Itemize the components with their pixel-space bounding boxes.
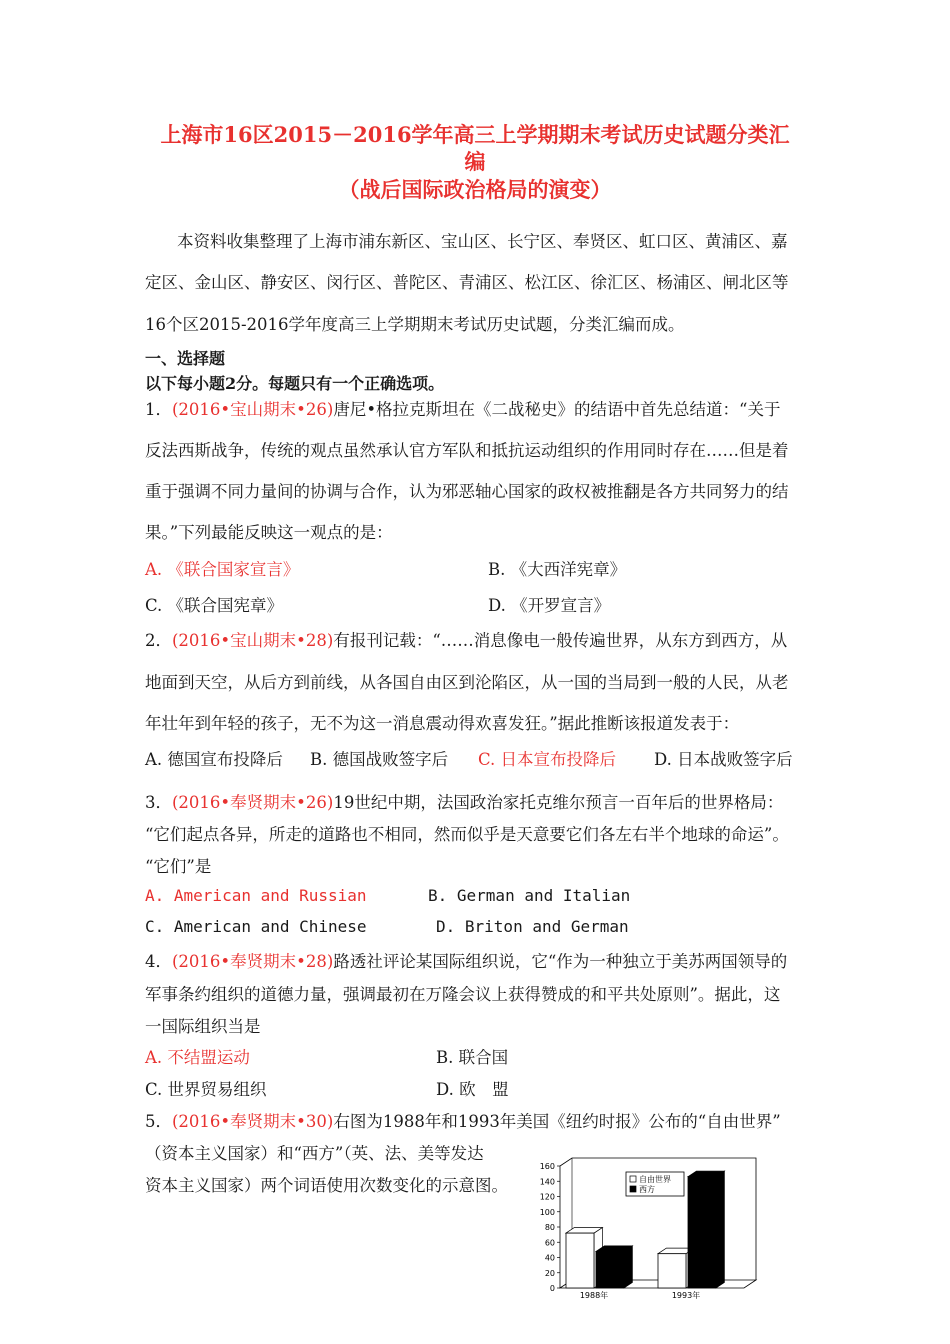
question-source: (2016•奉贤期末•26) xyxy=(172,793,334,812)
x-axis-category-label: 1988年 xyxy=(579,1291,609,1300)
question-4-option-d: D. 欧 盟 xyxy=(436,1080,509,1099)
question-source: (2016•宝山期末•28) xyxy=(172,631,334,650)
question-3-option-b: B. German and Italian xyxy=(428,886,631,905)
question-4-option-c: C. 世界贸易组织 xyxy=(145,1080,267,1099)
question-text: 19世纪中期，法国政治家托克维尔预言一百年后的世界格局： xyxy=(333,793,784,812)
word-usage-bar-chart xyxy=(530,1148,792,1300)
question-1-line-3: 重于强调不同力量间的协调与合作，认为邪恶轴心国家的政权被推翻是各方共同努力的结 xyxy=(145,482,789,501)
question-1-option-d: D. 《开罗宣言》 xyxy=(488,596,611,615)
question-5-first-line xyxy=(145,1108,781,1132)
question-source: (2016•奉贤期末•30) xyxy=(172,1112,334,1131)
question-3-option-a: A. American and Russian xyxy=(145,886,367,905)
question-text: 唐尼•格拉克斯坦在《二战秘史》的结语中首先总结道：“关于 xyxy=(333,400,781,419)
question-2-option-c: C. 日本宣布投降后 xyxy=(478,750,617,769)
question-3-option-c: C. American and Chinese xyxy=(145,917,367,936)
y-axis-tick-label: 160 xyxy=(539,1162,555,1171)
question-4-option-a: A. 不结盟运动 xyxy=(145,1048,250,1067)
section-instruction: 以下每小题2分。每题只有一个正确选项。 xyxy=(145,374,445,393)
question-number: 2． xyxy=(145,631,172,650)
question-2-option-a: A. 德国宣布投降后 xyxy=(145,750,283,769)
page-title-line-2: 编 xyxy=(464,149,486,174)
legend-label: 自由世界 xyxy=(639,1175,671,1184)
question-number: 1． xyxy=(145,400,172,419)
section-heading: 一、选择题 xyxy=(145,349,226,368)
bar-自由世界 xyxy=(658,1254,686,1288)
question-text: 右图为1988年和1993年美国《纽约时报》公布的“自由世界” xyxy=(333,1112,781,1131)
legend-swatch xyxy=(630,1186,636,1192)
y-axis-tick-label: 40 xyxy=(544,1253,555,1263)
question-text: 路透社评论某国际组织说，它“作为一种独立于美苏两国领导的 xyxy=(333,952,788,971)
question-4-first-line xyxy=(145,948,787,972)
question-number: 4． xyxy=(145,952,172,971)
bar-自由世界 xyxy=(566,1233,594,1288)
question-1-line-2: 反法西斯战争，传统的观点虽然承认官方军队和抵抗运动组织的作用同时存在……但是着 xyxy=(145,441,789,460)
x-axis-category-label: 1993年 xyxy=(671,1291,701,1300)
question-2-line-2: 地面到天空，从后方到前线，从各国自由区到沦陷区，从一国的当局到一般的人民，从老 xyxy=(145,673,789,692)
question-1-option-c: C. 《联合国宪章》 xyxy=(145,596,284,615)
y-axis-tick-label: 60 xyxy=(544,1238,555,1248)
bar-side xyxy=(624,1246,632,1288)
question-source: (2016•奉贤期末•28) xyxy=(172,952,334,971)
question-number: 5． xyxy=(145,1112,172,1131)
question-2-line-3: 年壮年到年轻的孩子，无不为这一消息震动得欢喜发狂。”据此推断该报道发表于： xyxy=(145,714,740,733)
question-4-line-3: 一国际组织当是 xyxy=(145,1017,261,1036)
question-3-line-3: “它们”是 xyxy=(145,857,212,876)
question-1-option-a: A. 《联合国家宣言》 xyxy=(145,560,300,579)
y-axis-tick-label: 140 xyxy=(539,1177,555,1187)
intro-line-3: 16个区2015-2016学年度高三上学期期末考试历史试题，分类汇编而成。 xyxy=(145,315,685,334)
question-1-first-line xyxy=(145,396,781,420)
question-1-option-b: B. 《大西洋宪章》 xyxy=(488,560,627,579)
page-subtitle: （战后国际政治格局的演变） xyxy=(338,177,612,202)
question-1-line-4: 果。”下列最能反映这一观点的是： xyxy=(145,523,393,542)
page-title-line-1: 上海市16区2015－2016学年高三上学期期末考试历史试题分类汇 xyxy=(160,122,790,147)
bar-side xyxy=(716,1171,724,1288)
y-axis-tick-label: 0 xyxy=(549,1284,555,1293)
bar-西方 xyxy=(596,1251,624,1288)
bar-西方 xyxy=(688,1177,716,1288)
question-2-option-d: D. 日本战败签字后 xyxy=(654,750,793,769)
question-text: 有报刊记载：“……消息像电一般传遍世界，从东方到西方，从 xyxy=(333,631,788,650)
question-source: (2016•宝山期末•26) xyxy=(172,400,334,419)
y-axis-tick-label: 20 xyxy=(544,1268,555,1278)
question-3-line-2: “它们起点各异，所走的道路也不相同，然而似乎是天意要它们各左右半个地球的命运”。 xyxy=(145,825,789,844)
intro-line-2: 定区、金山区、静安区、闵行区、普陀区、青浦区、松江区、徐汇区、杨浦区、闸北区等 xyxy=(145,273,789,292)
question-2-option-b: B. 德国战败签字后 xyxy=(310,750,449,769)
question-5-line-2: （资本主义国家）和“西方”（英、法、美等发达 xyxy=(145,1144,484,1163)
question-3-first-line xyxy=(145,789,783,813)
y-axis-tick-label: 80 xyxy=(544,1223,555,1232)
intro-line-1: 本资料收集整理了上海市浦东新区、宝山区、长宁区、奉贤区、虹口区、黄浦区、嘉 xyxy=(177,232,788,251)
legend-swatch xyxy=(630,1176,636,1182)
y-axis-tick-label: 120 xyxy=(539,1192,555,1202)
question-number: 3． xyxy=(145,793,172,812)
question-4-line-2: 军事条约组织的道德力量，强调最初在万隆会议上获得赞成的和平共处原则”。据此，这 xyxy=(145,985,781,1004)
question-4-option-b: B. 联合国 xyxy=(436,1048,509,1067)
legend-label: 西方 xyxy=(639,1185,655,1194)
question-3-option-d: D. Briton and German xyxy=(436,917,629,936)
question-5-line-3: 资本主义国家）两个词语使用次数变化的示意图。 xyxy=(145,1176,508,1195)
question-2-first-line xyxy=(145,627,787,651)
y-axis-tick-label: 100 xyxy=(539,1207,555,1217)
